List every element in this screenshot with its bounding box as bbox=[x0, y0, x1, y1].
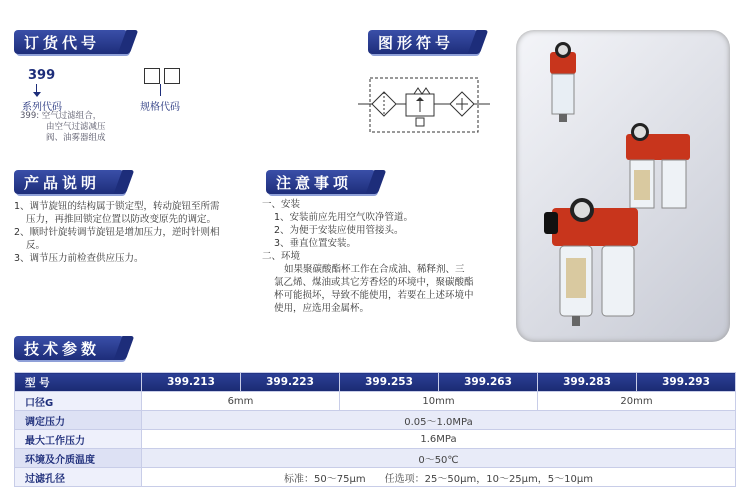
pneumatic-symbol-diagram bbox=[358, 74, 490, 136]
series-description: 399: 空气过滤组合， 由空气过滤减压 阀、油雾器组成 bbox=[20, 111, 106, 143]
table-row bbox=[15, 411, 736, 430]
table-cell: 6mm bbox=[142, 392, 340, 411]
tech-params-header: 技术参数 bbox=[14, 336, 124, 360]
table-cell: 20mm bbox=[538, 392, 736, 411]
table-row bbox=[15, 468, 736, 487]
tech-params-table bbox=[14, 372, 736, 487]
product-info-header: 产品说明 bbox=[14, 170, 124, 194]
table-cell: 0～50℃ bbox=[142, 449, 736, 468]
order-code-header: 订货代号 bbox=[14, 30, 128, 54]
col-399-213: 399.213 bbox=[142, 373, 241, 392]
table-row bbox=[15, 449, 736, 468]
medium-unit bbox=[626, 123, 690, 208]
table-cell: 10mm bbox=[340, 392, 538, 411]
spec-label: 规格代码 bbox=[140, 102, 180, 113]
table-row bbox=[15, 392, 736, 411]
notes-header: 注意事项 bbox=[266, 170, 376, 194]
row-label: 环境及介质温度 bbox=[15, 449, 142, 468]
notes-text: 一、安装 1、安装前应先用空气吹净管道。 2、为便于安装应使用管接头。 3、垂直位置安装。 二、环境 如果聚碳酸酯杯工作在合成油、稀释剂、三 氯乙烯、煤油或其它芳香烃的环境中，聚碳酸酯 杯可能损坏，导致不能使用，若要在上述环境中 使用，应选用金属杯。 bbox=[262, 199, 474, 314]
table-cell: 1.6MPa bbox=[142, 430, 736, 449]
filter-standard: 标准：50～75μm bbox=[284, 473, 366, 485]
spec-box-1 bbox=[144, 68, 160, 84]
row-label: 过滤孔径 bbox=[15, 468, 142, 487]
filter-options: 任选项：25～50μm，10～25μm，5～10μm bbox=[384, 473, 593, 485]
series-code: 399 bbox=[28, 68, 56, 83]
small-unit bbox=[550, 42, 576, 122]
spec-arrow bbox=[160, 84, 161, 96]
series-arrow-head bbox=[33, 92, 41, 97]
col-399-283: 399.283 bbox=[538, 373, 637, 392]
col-399-223: 399.223 bbox=[241, 373, 340, 392]
col-399-263: 399.263 bbox=[439, 373, 538, 392]
table-header-row bbox=[15, 373, 736, 392]
spec-box-2 bbox=[164, 68, 180, 84]
col-399-293: 399.293 bbox=[637, 373, 736, 392]
symbol-header: 图形符号 bbox=[368, 30, 478, 54]
row-label: 调定压力 bbox=[15, 411, 142, 430]
table-cell: 0.05～1.0MPa bbox=[142, 411, 736, 430]
product-info-text: 1、调节旋钮的结构属于锁定型，转动旋钮至所需 压力，再推回锁定位置以防改变原先的调定。 2、顺时针旋转调节旋钮是增加压力，逆时针则相 反。 3、调节压力前检查供应压力。 bbox=[14, 201, 220, 264]
product-photo bbox=[516, 30, 730, 342]
table-row bbox=[15, 430, 736, 449]
series-label: 系列代码 bbox=[22, 102, 62, 113]
table-cell bbox=[142, 468, 736, 487]
col-399-253: 399.253 bbox=[340, 373, 439, 392]
large-unit bbox=[544, 198, 638, 326]
col-model: 型 号 bbox=[15, 373, 142, 392]
row-label: 最大工作压力 bbox=[15, 430, 142, 449]
air-filter-units-image bbox=[516, 30, 730, 342]
row-label: 口径G bbox=[15, 392, 142, 411]
